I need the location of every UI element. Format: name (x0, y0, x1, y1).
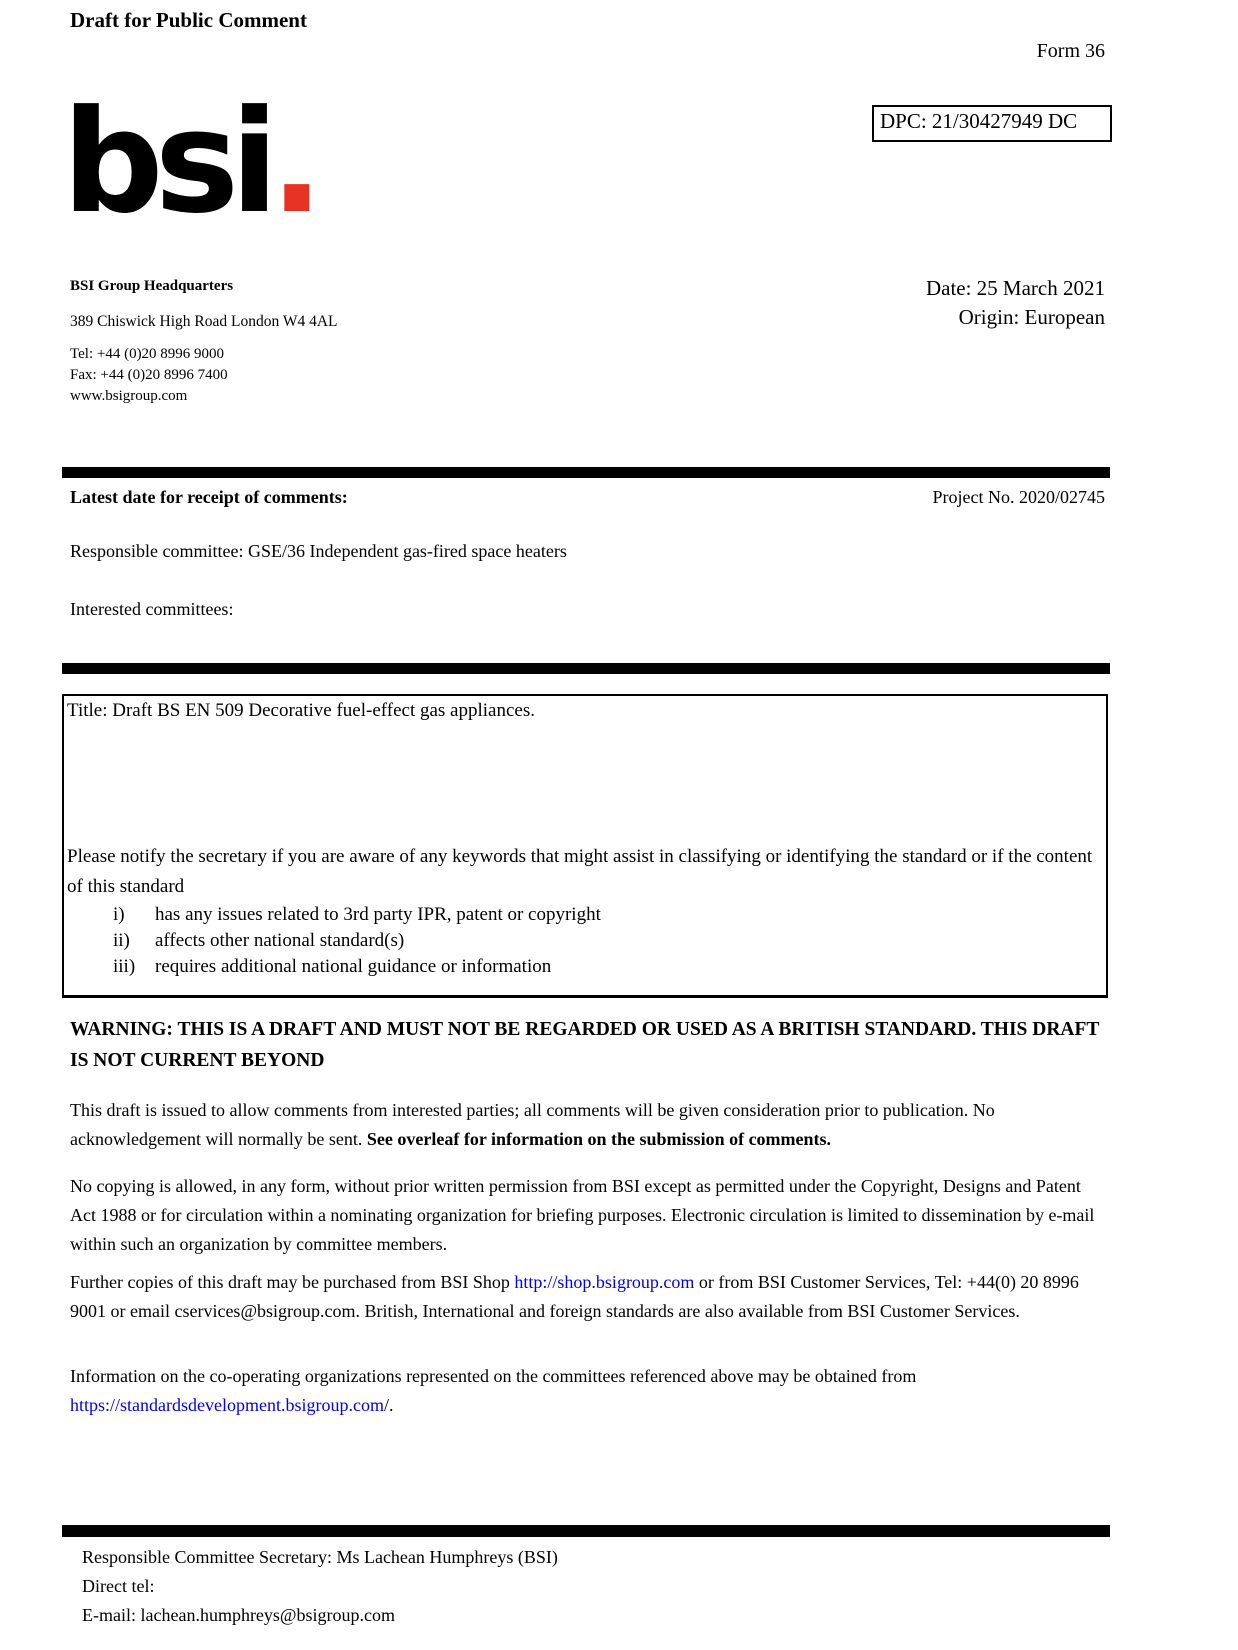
interested-committees-line: Interested committees: (70, 599, 234, 619)
list-marker: ii) (113, 930, 130, 951)
draft-for-public-comment-label: Draft for Public Comment (70, 8, 307, 32)
copyright-paragraph: No copying is allowed, in any form, without prior written permission from BSI except as permitted under the Copyright, Designs and Patent Act 1988 or for circulation within a nominating organization for briefing purposes. Electronic circulation is limited to dissemination by e-mail within such an organization by committee members. (70, 1176, 1095, 1254)
cooperating-orgs-post: /. (383, 1395, 394, 1415)
date-line: Date: 25 March 2021 (925, 276, 1105, 300)
further-copies-pre: Further copies of this draft may be purchased from BSI Shop (70, 1272, 515, 1292)
latest-date-label: Latest date for receipt of comments: (70, 487, 348, 507)
dpc-number: DPC: 21/30427949 DC (880, 109, 1078, 133)
dpc-number-box (872, 105, 1112, 142)
hq-tel: Tel: +44 (0)20 8996 9000 (70, 346, 225, 362)
standard-title: Title: Draft BS EN 509 Decorative fuel-effect gas appliances. (67, 700, 535, 721)
origin-line: Origin: European (958, 305, 1105, 329)
bsi-shop-link[interactable]: http://shop.bsigroup.com (514, 1272, 695, 1292)
draft-warning-text: WARNING: THIS IS A DRAFT AND MUST NOT BE REGARDED OR USED AS A BRITISH STANDARD. THIS DRAFT IS NOT CURRENT BEYOND (70, 1019, 1100, 1071)
list-item (67, 954, 1100, 980)
list-item-text: affects other national standard(s) (155, 930, 405, 951)
project-number: Project No. 2020/02745 (932, 487, 1105, 507)
further-copies-post: or from BSI Customer Services, Tel: +44(0) 20 8996 9001 or email cservices@bsigroup.com. British, International and foreign standards are also available from BSI Customer Services. (70, 1272, 1079, 1321)
list-marker: i) (113, 904, 125, 925)
keywords-notify-text: Please notify the secretary if you are aware of any keywords that might assist in classifying or identifying the standard or if the content of this standard (67, 846, 1093, 897)
standards-development-link[interactable]: https://standardsdevelopment.bsigroup.com (70, 1395, 384, 1415)
issue-paragraph-text: This draft is issued to allow comments from interested parties; all comments will be given consideration prior to publication. No acknowledgement will normally be sent. (70, 1100, 995, 1149)
cooperating-orgs-paragraph (70, 1362, 1108, 1420)
further-copies-paragraph (70, 1268, 1108, 1326)
bsi-logo-text: bsi (62, 80, 270, 245)
bsi-logo (62, 80, 324, 245)
comments-issue-paragraph (70, 1096, 1108, 1154)
email-line: E-mail: lachean.humphreys@bsigroup.com (82, 1605, 395, 1625)
divider-bar-top (62, 467, 1110, 478)
keywords-issue-list (67, 902, 1100, 980)
list-item-text: has any issues related to 3rd party IPR, patent or copyright (155, 904, 601, 925)
see-overleaf-note: See overleaf for information on the submission of comments. (366, 1129, 832, 1149)
committee-secretary-line: Responsible Committee Secretary: Ms Lachean Humphreys (BSI) (82, 1547, 558, 1567)
hq-title: BSI Group Headquarters (70, 278, 234, 294)
list-item (67, 928, 1100, 954)
hq-website: www.bsigroup.com (70, 388, 188, 404)
hq-fax: Fax: +44 (0)20 8996 7400 (70, 367, 228, 383)
date-origin-block (926, 274, 1105, 332)
divider-bar-footer (62, 1525, 1110, 1537)
bsi-logo-red-dot: . (269, 80, 324, 245)
hq-address-block (70, 276, 338, 407)
divider-bar-middle (62, 663, 1110, 674)
comments-meta-row (70, 487, 1105, 508)
title-box (62, 694, 1108, 998)
list-item-text: requires additional national guidance or information (155, 956, 552, 977)
hq-street-address: 389 Chiswick High Road London W4 4AL (70, 313, 338, 330)
list-item (67, 902, 1100, 928)
form-number: Form 36 (1036, 40, 1105, 62)
list-marker: iii) (113, 956, 136, 977)
direct-tel-line: Direct tel: (82, 1576, 155, 1596)
cooperating-orgs-pre: Information on the co-operating organizations represented on the committees referenced above may be obtained from (70, 1366, 917, 1386)
responsible-committee-line: Responsible committee: GSE/36 Independent gas-fired space heaters (70, 541, 567, 561)
footer-contact-block (82, 1543, 558, 1630)
